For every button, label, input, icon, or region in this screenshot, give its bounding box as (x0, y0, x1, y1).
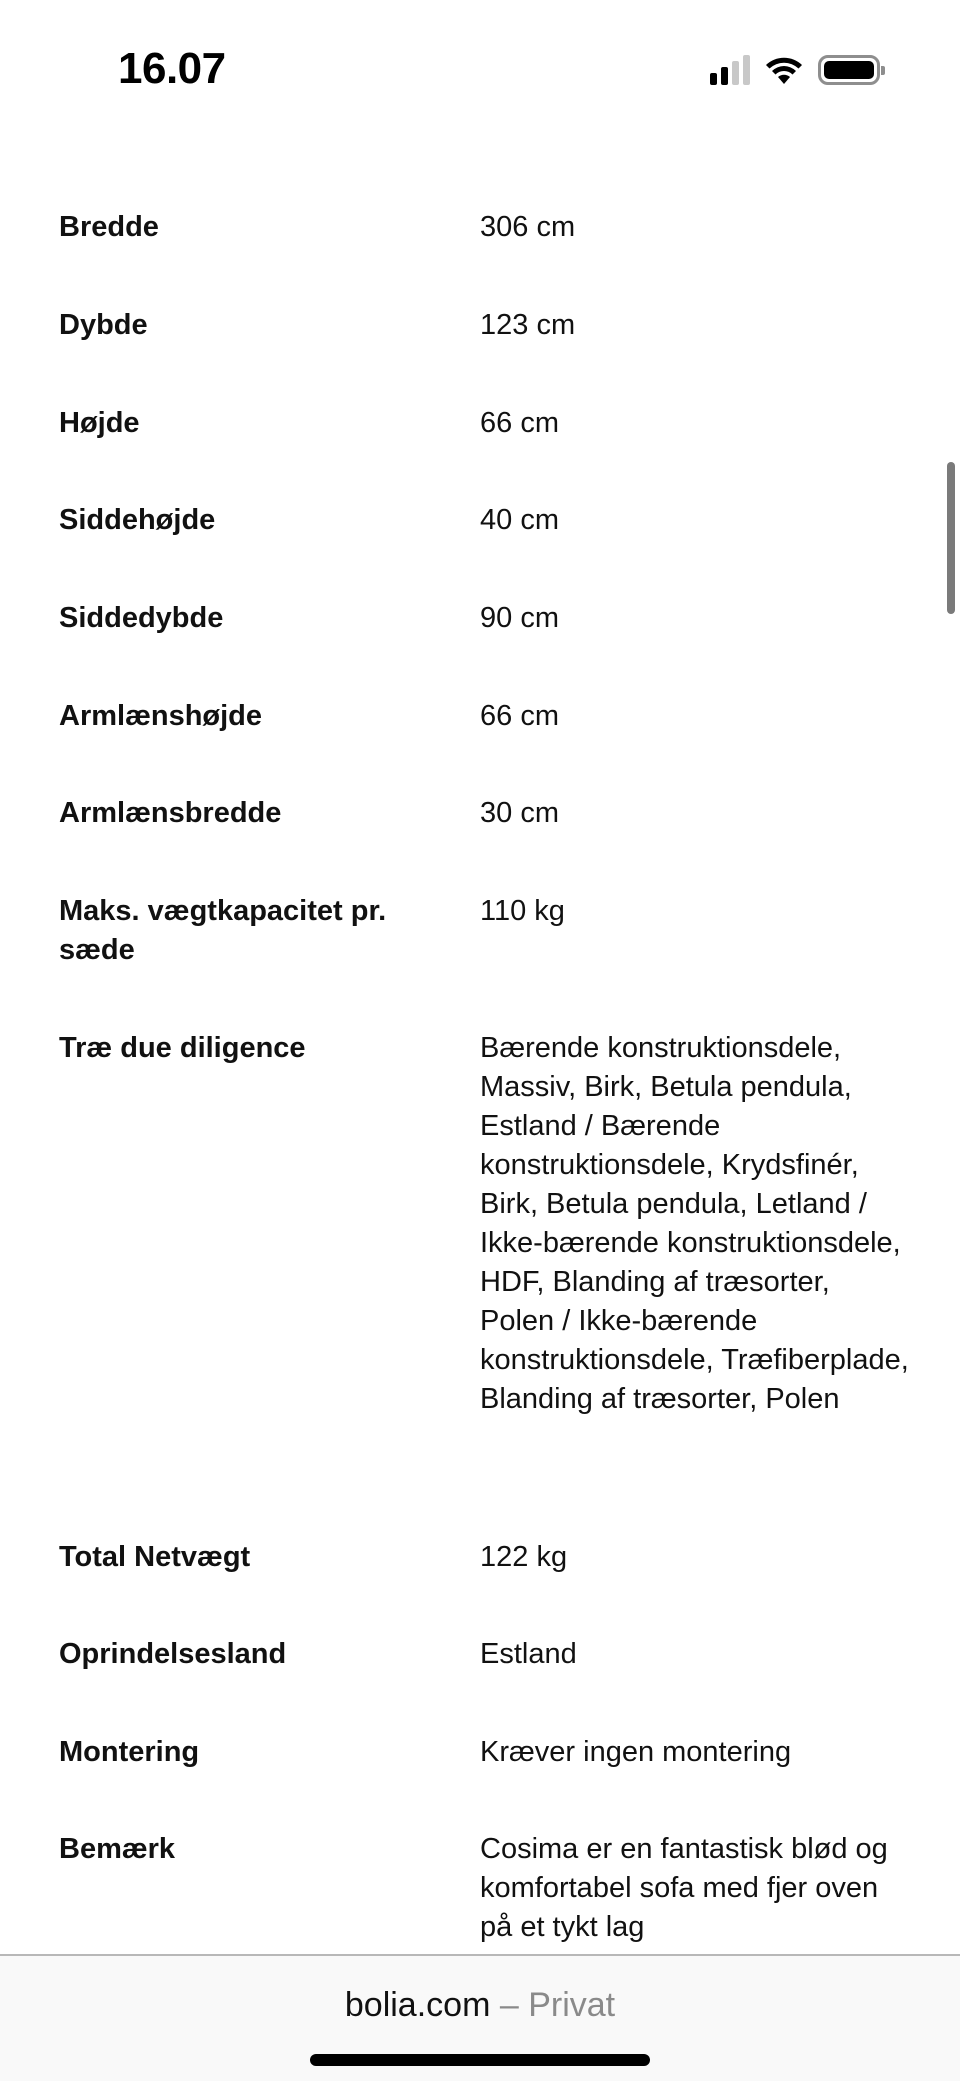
spec-label: Montering (59, 1736, 200, 1768)
status-bar (0, 0, 960, 140)
spec-value: 66 cm (480, 700, 559, 732)
home-indicator[interactable] (310, 2054, 650, 2066)
url-display[interactable] (0, 1986, 960, 2025)
spec-label: Oprindelsesland (59, 1638, 287, 1670)
spec-value: Estland (480, 1638, 577, 1670)
spec-label: Bredde (59, 211, 159, 243)
status-time: 16.07 (118, 44, 226, 93)
status-icons (710, 52, 880, 88)
url-separator: – (490, 1986, 529, 2024)
spec-value: Kræver ingen montering (480, 1736, 792, 1768)
spec-value: Bærende konstruktionsdele, Massiv, Birk, Betula pendula, Estland / Bærende konstruktionsdele, Krydsfinér, Birk, Betula pendula, Letland / Ikke-bærende konstruktionsdele, HDF, Blanding af træsorter, Polen / Ikke-bærende konstruktionsdele, Træfiberplade, Blanding af træsorter, Polen (480, 1032, 909, 1415)
spec-value: 110 kg (480, 895, 565, 927)
spec-value: 66 cm (480, 407, 559, 439)
spec-label: Højde (59, 407, 140, 439)
private-mode-label: Privat (528, 1986, 616, 2024)
spec-value: 30 cm (480, 797, 559, 829)
cellular-signal-icon (710, 55, 750, 85)
spec-label: Armlænsbredde (59, 797, 282, 829)
spec-label: Maks. vægtkapacitet pr. sæde (59, 895, 387, 966)
spec-value: Cosima er en fantastisk blød og komfortabel sofa med fjer oven på et tykt lag (480, 1833, 888, 1943)
spec-value: 123 cm (480, 309, 576, 341)
spec-label: Dybde (59, 309, 148, 341)
battery-icon (818, 55, 880, 85)
spec-label: Siddehøjde (59, 504, 216, 536)
spec-label: Træ due diligence (59, 1032, 306, 1064)
spec-label: Armlænshøjde (59, 700, 263, 732)
spec-label: Bemærk (59, 1833, 176, 1865)
spec-value: 90 cm (480, 602, 559, 634)
wifi-icon (764, 54, 804, 86)
spec-label: Siddedybde (59, 602, 224, 634)
spec-label: Total Netvægt (59, 1541, 251, 1573)
spec-value: 122 kg (480, 1541, 568, 1573)
page-scrollbar[interactable] (947, 462, 955, 614)
spec-value: 40 cm (480, 504, 559, 536)
spec-value: 306 cm (480, 211, 576, 243)
browser-address-bar[interactable] (0, 1954, 960, 2081)
url-domain: bolia.com (344, 1986, 491, 2024)
